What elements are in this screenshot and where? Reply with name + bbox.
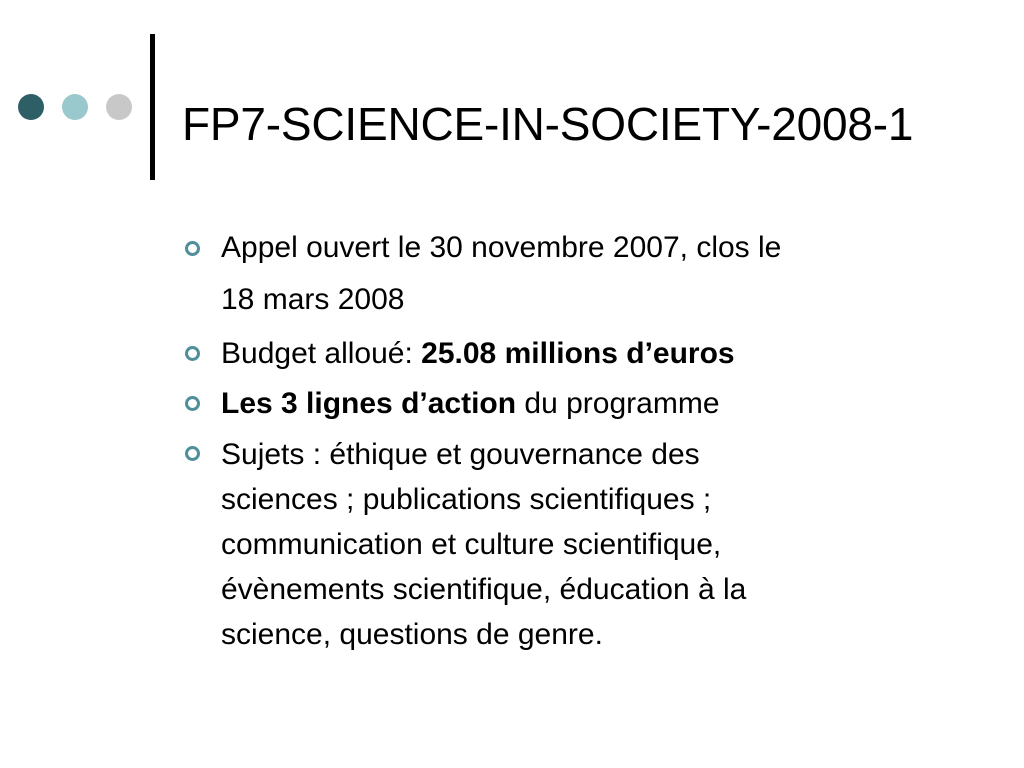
bullet-text-line: Sujets : éthique et gouvernance des (221, 438, 700, 471)
bullet-item-topics (185, 432, 945, 657)
dark-teal-dot-icon (18, 94, 44, 120)
bullet-text-line: science, questions de genre. (221, 618, 603, 651)
bullet-text-line: 18 mars 2008 (221, 283, 405, 316)
decorative-dots (18, 94, 134, 120)
bullet-item-budget (185, 332, 945, 376)
bullet-circle-icon (185, 446, 200, 461)
slide-title: FP7-SCIENCE-IN-SOCIETY-2008-1 (182, 98, 914, 150)
gray-dot-icon (106, 94, 132, 120)
bullet-circle-icon (185, 346, 200, 361)
bullet-text-line: Appel ouvert le 30 novembre 2007, clos le (221, 231, 782, 264)
bullet-circle-icon (185, 241, 200, 256)
budget-amount: 25.08 millions d’euros (421, 337, 735, 370)
action-lines-emphasis: Les 3 lignes d’action (221, 387, 517, 420)
vertical-divider (150, 34, 155, 180)
bullet-item-action-lines (185, 382, 945, 426)
bullet-item-call-dates (185, 222, 945, 326)
budget-label: Budget alloué: (221, 337, 422, 370)
bullet-text-line: évènements scientifique, éducation à la (221, 573, 747, 606)
bullet-list (185, 222, 945, 657)
bullet-circle-icon (185, 396, 200, 411)
bullet-text-line: sciences ; publications scientifiques ; (221, 483, 712, 516)
light-teal-dot-icon (62, 94, 88, 120)
bullet-text-line: communication et culture scientifique, (221, 528, 722, 561)
action-lines-suffix: du programme (516, 387, 720, 420)
